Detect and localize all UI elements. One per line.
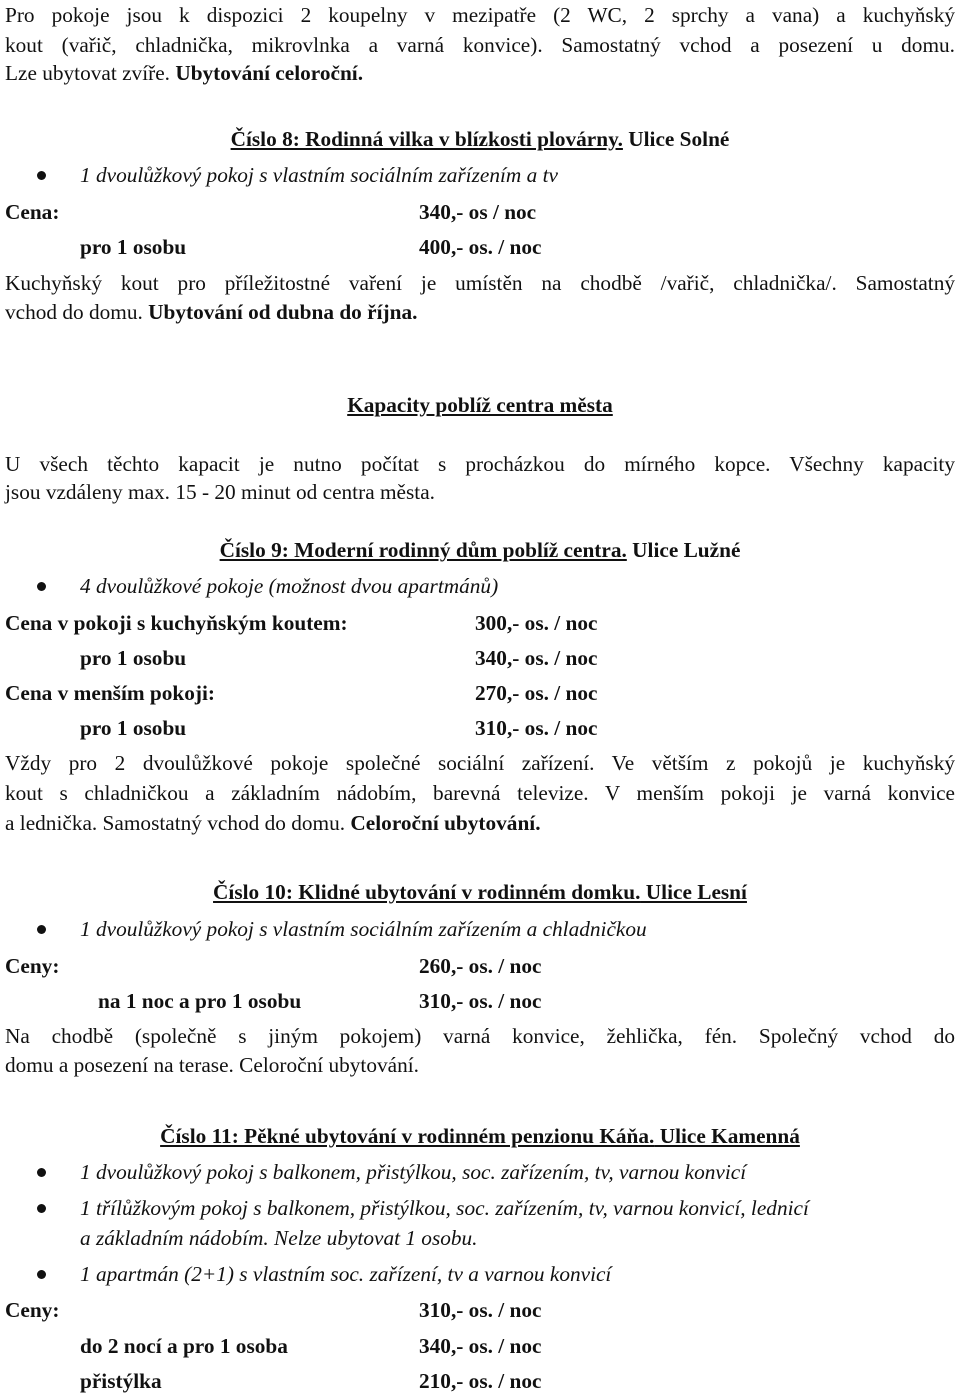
- section-10-bullet: 1 dvoulůžkový pokoj s vlastním sociálním zařízením a chladničkou: [80, 917, 647, 941]
- section-11-bullet-2-line-2: a základním nádobím. Nelze ubytovat 1 osobu.: [80, 1226, 478, 1250]
- bullet-icon: [37, 1270, 46, 1279]
- section-9-price-4-value: 310,- os. / noc: [475, 716, 598, 740]
- section-9-price-1-value: 300,- os. / noc: [475, 611, 598, 635]
- section-9-note-3-text: a lednička. Samostatný vchod do domu.: [5, 811, 351, 835]
- section-9-price-3-label: Cena v menším pokoji:: [5, 681, 216, 705]
- section-9-title: [0, 535, 960, 565]
- section-10-title: [0, 877, 960, 907]
- section-11-bullet-2-line-1: 1 třílůžkovým pokoj s balkonem, přistýlkou, soc. zařízením, tv, varnou konvicí, lednicí: [80, 1196, 809, 1220]
- section-8-note-2: [5, 297, 417, 327]
- section-9-price-2-label: pro 1 osobu: [80, 646, 187, 670]
- section-11-title-street: Ulice Kamenná: [654, 1124, 800, 1148]
- section-8-price-label: Cena:: [5, 200, 60, 224]
- section-9-title-bold: Číslo 9: Moderní rodinný dům poblíž centra.: [219, 538, 627, 562]
- section-11-price-2-label: do 2 nocí a pro 1 osoba: [80, 1334, 288, 1358]
- section-8-note-1: Kuchyňský kout pro příležitostné vaření je umístěn na chodbě /vařič, chladnička/. Samostatný: [5, 271, 955, 295]
- section-10-price-label: Ceny:: [5, 954, 60, 978]
- section-9-note-3-bold: Celoroční ubytování.: [350, 811, 541, 835]
- section-8-bullet: 1 dvoulůžkový pokoj s vlastním sociálním zařízením a tv: [80, 163, 558, 187]
- section-11-title-bold: Číslo 11: Pěkné ubytování v rodinném penzionu Káňa.: [160, 1124, 655, 1148]
- section-9-note-3: [5, 808, 541, 838]
- section-11-price-value: 310,- os. / noc: [419, 1298, 542, 1322]
- section-8-title-street: Ulice Solné: [622, 127, 730, 151]
- section-8-title-bold: Číslo 8: Rodinná vilka v blízkosti plovárny.: [230, 127, 623, 151]
- section-9-price-1-label: Cena v pokoji s kuchyňským koutem:: [5, 611, 348, 635]
- section-10-title-bold: Číslo 10: Klidné ubytování v rodinném domku.: [213, 880, 641, 904]
- intro-line-3: [5, 58, 363, 88]
- center-line-1: U všech těchto kapacit je nutno počítat s procházkou do mírného kopce. Všechny kapacity: [5, 452, 955, 476]
- section-10-title-street: Ulice Lesní: [640, 880, 747, 904]
- bullet-icon: [37, 1168, 46, 1177]
- section-11-price-3-label: přistýlka: [80, 1369, 162, 1393]
- section-11-title: [0, 1121, 960, 1151]
- section-9-title-street: Ulice Lužné: [626, 538, 741, 562]
- section-8-single-label: pro 1 osobu: [80, 235, 187, 259]
- section-9-price-4-label: pro 1 osobu: [80, 716, 187, 740]
- section-11-bullet-1: 1 dvoulůžkový pokoj s balkonem, přistýlkou, soc. zařízením, tv, varnou konvicí: [80, 1160, 747, 1184]
- section-11-price-2-value: 340,- os. / noc: [419, 1334, 542, 1358]
- section-8-note-2-bold: Ubytování od dubna do října.: [148, 300, 418, 324]
- intro-line-2: kout (vařič, chladnička, mikrovlnka a varná konvice). Samostatný vchod a posezení u domu.: [5, 33, 955, 57]
- section-8-single-value: 400,- os. / noc: [419, 235, 542, 259]
- section-8-price-value: 340,- os / noc: [419, 200, 537, 224]
- section-11-bullet-3: 1 apartmán (2+1) s vlastním soc. zařízení, tv a varnou konvicí: [80, 1262, 612, 1286]
- section-9-note-2: kout s chladničkou a základním nádobím, barevná televize. V menším pokoji je varná konvice: [5, 781, 955, 805]
- section-9-price-2-value: 340,- os. / noc: [475, 646, 598, 670]
- bullet-icon: [37, 582, 46, 591]
- intro-line-1: Pro pokoje jsou k dispozici 2 koupelny v mezipatře (2 WC, 2 sprchy a vana) a kuchyňský: [5, 3, 955, 27]
- section-10-note-1: Na chodbě (společně s jiným pokojem) varná konvice, žehlička, fén. Společný vchod do: [5, 1024, 955, 1048]
- section-10-single-value: 310,- os. / noc: [419, 989, 542, 1013]
- section-10-note-2: domu a posezení na terase. Celoroční ubytování.: [5, 1053, 419, 1077]
- section-10-single-label: na 1 noc a pro 1 osobu: [98, 989, 302, 1013]
- section-9-note-1: Vždy pro 2 dvoulůžkové pokoje společné sociální zařízení. Ve větším z pokojů je kuchyňský: [5, 751, 955, 775]
- section-9-price-3-value: 270,- os. / noc: [475, 681, 598, 705]
- section-8-title: [0, 124, 960, 154]
- bullet-icon: [37, 1204, 46, 1213]
- intro-line-3-bold: Ubytování celoroční.: [175, 61, 364, 85]
- section-10-price-value: 260,- os. / noc: [419, 954, 542, 978]
- section-8-note-2-text: vchod do domu.: [5, 300, 149, 324]
- intro-line-3-text: Lze ubytovat zvíře.: [5, 61, 176, 85]
- section-9-bullet: 4 dvoulůžkové pokoje (možnost dvou apartmánů): [80, 574, 499, 598]
- center-line-2: jsou vzdáleny max. 15 - 20 minut od centra města.: [5, 480, 435, 504]
- section-11-price-3-value: 210,- os. / noc: [419, 1369, 542, 1393]
- bullet-icon: [37, 925, 46, 934]
- bullet-icon: [37, 171, 46, 180]
- section-11-price-label: Ceny:: [5, 1298, 60, 1322]
- center-heading: Kapacity poblíž centra města: [347, 393, 613, 417]
